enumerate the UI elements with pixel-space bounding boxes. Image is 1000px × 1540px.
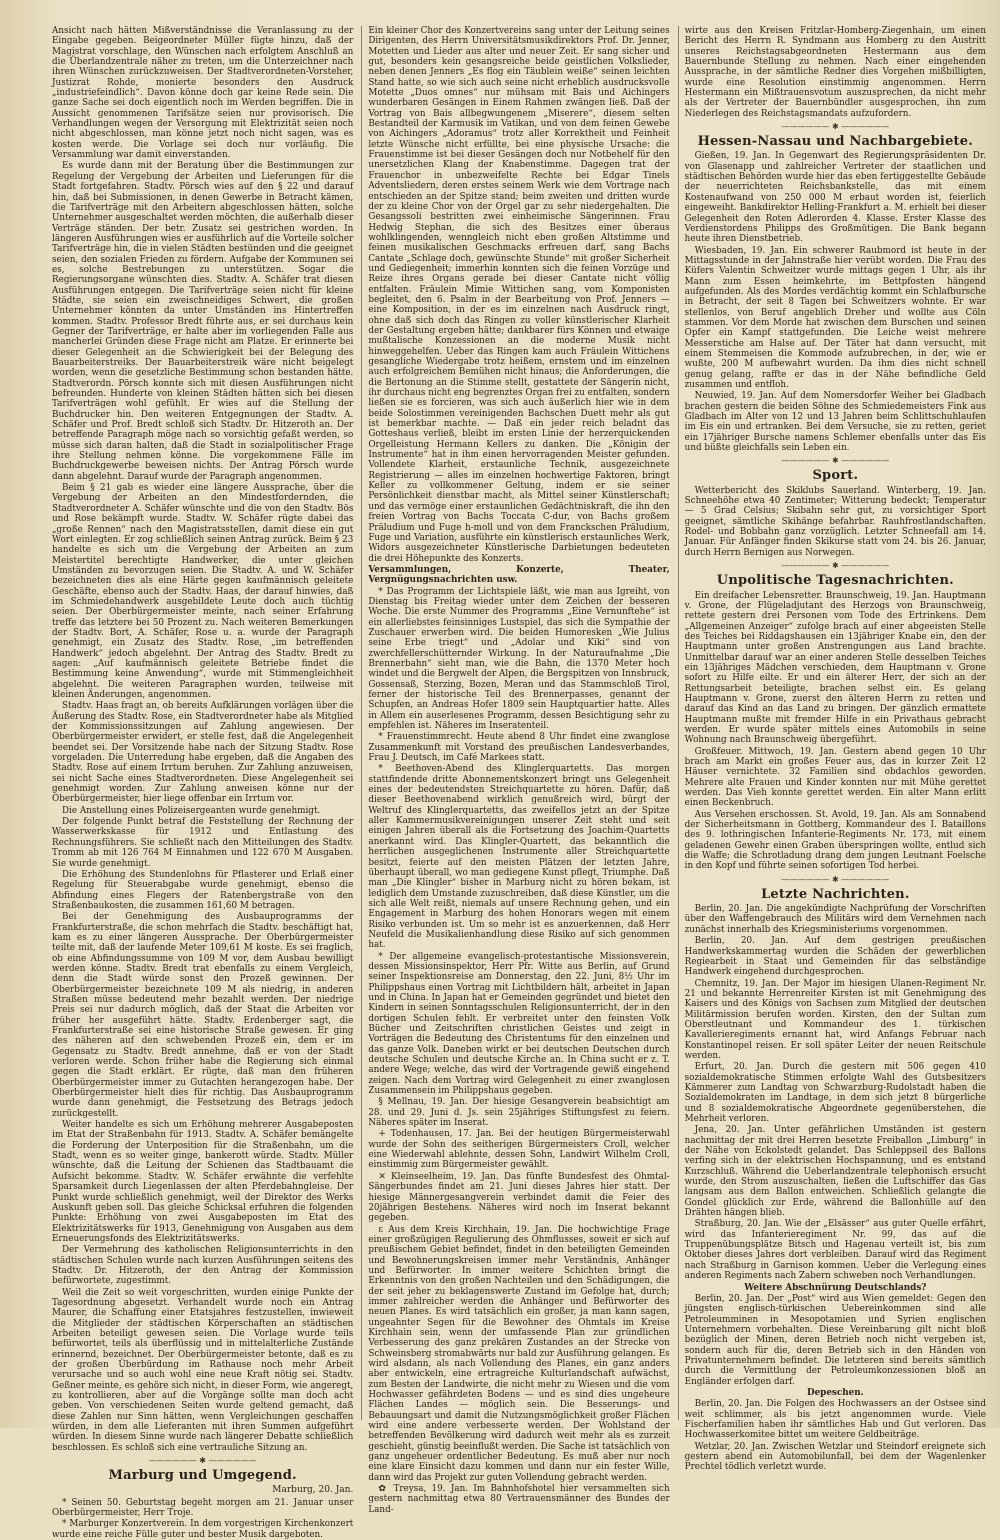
article-text: Der folgende Punkt betraf die Feststellung der Rechnung der Wasserwerkskasse für 1912 und Entlastung des Rechnungsführers. Sie schließt nach den Mitteilungen des Stadtv. Tromm ab mit 126 764 M Einnahmen und 122 670 M Ausgaben. Sie wurde genehmigt. [52,817,354,869]
article-text: Chemnitz, 19. Jan. Der Major im hiesigen Ulanen-Regiment Nr. 21 und bekannte Herrenreiter Kirsten ist mit Genehmigung des Kaisers und des Königs von Sachsen zum Mitglied der deutschen Militärmission berufen worden. Kirsten, den der Sultan zum Oberstleutnant und Kommandeur des 1. türkischen Kavallerieregiments ernannt hat, wird Anfangs Februar nach Konstantinopel reisen. Er soll später Leiter der neuen Reitschule werden. [684,978,986,1061]
section-heading: Sport. [812,468,859,484]
article-text: ε Aus dem Kreis Kirchhain, 19. Jan. Die hochwichtige Frage einer großzügigen Regulierung des Ohmflusses, soweit er sich auf preußischem Gebiet befindet, findet in den beteiligten Gemeinden und Bewohnerungskreisen immer mehr Verständnis, Anhänger und Befürworter. In immer weitere Schichten bringt die Erkenntnis von den großen Nachteilen und den Schädigungen, die der seit jeher zu beklagenswerte Zustand im Gefolge hat, durch; immer zahlreicher werden die Anhänger und Befürworter des neuen Planes. Es wird tatsächlich ein großer, ja man kann sagen, ungeahnter Segen für die Bewohner des Ohmtals im Kreise Kirchhain sein, wenn der umfassende Plan zur gründlichen Verbesserung des ganz prekären Zustandes an der Strecke von Schweinsberg stromabwärts nur bald zur Ausführung gelangen. Es wird alsdann, als nach Vollendung des Planes, ein ganz anders aber entwickeln, eine ertragreiche Kulturlandschaft aufwächst, zum Besten der Landwirte, die nicht mehr zu Wiesen und die vom Hochwasser gefährdeten Bodens — und es sind dies ungeheure Flächen Landes — möglich sein. Die Besserungs- und Bebauungsart und damit die Nutzungsmöglichkeit großer Flächen wird eine andere verbesserte werden. Der Wohlstand der betreffenden Bevölkerung wird dadurch weit mehr als es zurzeit geschieht, günstig beeinflußt werden. Die Sache ist tatsächlich von ganz ungeheuer ordentlicher Bedeutung. Es muß aber nur noch eine klare Einsicht dazu kommen und dann nur ein fester Wille, dann wird das Projekt zur guten Vollendung gebracht werden. [368,1224,670,1483]
article-text: + Todenhausen, 17. Jan. Bei der heutigen Bürgermeisterwahl wurde der Sohn des seitherigen Bürgermeisters Croll, welcher eine Wiederwahl ablehnte, dessen Sohn, Landwirt Wilhelm Croll, einstimmig zum Bürgermeister gewählt. [368,1129,670,1171]
article-text: § Mellnau, 19. Jan. Der hiesige Gesangverein beabsichtigt am 28. und 29. Juni d. Js. sein 25jähriges Stiftungsfest zu feiern. Näheres später im Inserat. [368,1097,670,1129]
article-text: Weiter handelte es sich um Erhöhung mehrerer Ausgabeposten im Etat der Straßenbahn für 1913. Stadtv. A. Schäfer bemängelte die Forderung der Unterposition für die Straßenbahn, um die Stadt, wenn es so weiter ginge, bankerott würde. Stadtv. Müller wünschte, daß die Leitung der Schienen das Stadtbauamt die Aufsicht bekomme. Stadtv. W. Schäfer erwähnte die verfehlte Sparsamkeit durch Liegenlassen der alten Pferdebahngleise. Der Punkt wurde schließlich genehmigt, weil der Direktor des Werks Auskunft geben soll. Das gleiche Schicksal erfuhren die folgenden Punkte: Erhöhung von zwei Ausgabeposten im Etat des Elektrizitätswerks für 1913, Genehmigung von Ausgaben aus dem Erneuerungsfonds des Elektrizitätswerks. [52,1120,354,1244]
article-text: Wetterbericht des Skiklubs Sauerland. Winterberg, 19. Jan. Schneehöhe etwa 40 Zentimeter; Witterung bedeckt; Temperatur — 5 Grad Celsius; Skibahn sehr gut, zu vorsichtiger Sport geeignet, sämtliche Skihänge befahrbar. Rauhfrostlandschaften. Rodel- und Bobbahn ganz vorzüglich. Letzter Schneefall am 14. Januar. Für Anfänger finden Skikurse statt vom 24. bis 26. Januar, durch Herrn Bernigen aus Norwegen. [684,485,986,558]
article-text: Die Erhöhung des Stundenlohns für Pflasterer und Erlaß einer Regelung für Steuerabgabe wurde genehmigt, ebenso die Abfindung eines Flegers der Ratenbergstraße von den Straßenbaukosten, die zusammen 161,60 M betragen. [52,869,354,911]
article-text: * Seinen 50. Geburtstag begeht morgen am 21. Januar unser Oberbürgermeister, Herr Troje. [52,1497,354,1519]
article-text: Berlin, 20. Jan. Der „Post“ wird aus Wien gemeldet: Gegen den jüngsten englisch-türkischen Uebereinkommen sind alle Petroleumminen in Mesopotamien und Syrien englischen Unternehmern vorbehalten. Diese Vereinbarung gilt nicht bloß bezüglich der Minen, deren Betrieb noch nicht vergeben ist, sondern auch für die, deren Betrieb sich in den Händen von Privatunternehmern befindet. Die letzteren sind bereits sämtlich durch die Vermittlung der Petroleumkonzessionen bloß an Engländer erfolgen darf. [684,1293,986,1387]
article-text: Beim § 21 gab es wieder eine längere Aussprache, über die Vergebung der Arbeiten an den Mindestfordernden, die Stadtverordneter A. Schäfer wünschte und die von den Stadtv. Bös und Rose bekämpft wurde. Stadtv. W. Schäfer rügte dabei das „große Rennen“ nach den Magistratsstellen, damit diese ein gut Wort einlegten. Er zog schließlich seinen Antrag zurück. Beim § 23 handelte es sich um die Vergebung der Arbeiten an zum Meistertitel berechtigte Handwerker, die unter gleichen Umständen zu bevorzugen seien. Die Stadtv. A. und W. Schäfer bezeichneten dies als eine Härte gegen kaufmännisch geleitete Geschäfte, ebenso auch der Stadtv. Haas, der darauf hinwies, daß im Schmiedehandwerk ausgebildete Leute doch auch tüchtig seien. Der Oberbürgermeister meinte, nach seiner Erfahrung treffe das letztere bei 50 Prozent zu. Nach weiteren Bemerkungen der Stadtv. Bort, A. Schäfer, Rose u. a. wurde der Paragraph genehmigt, ein Zusatz des Stadtv. Rose, „im betreffenden Handwerk“ jedoch abgelehnt. Der Antrag des Stadtv. Bredt zu sagen: „Auf kaufmännisch geleitete Betriebe findet die Bestimmung keine Anwendung“, wurde mit Stimmengleichheit abgelehnt. Die weiteren Paragraphen wurden, teilweise mit kleinen Änderungen, angenommen. [52,483,354,700]
section-heading: Letzte Nachrichten. [761,886,910,902]
section-divider: —————— ✱ —————— [781,456,890,466]
column-2 [361,26,670,1515]
dateline: Marburg, 20. Jan. [272,1485,354,1496]
article-text: Ansicht nach hätten Mißverständnisse die Veranlassung zu der Eingabe gegeben. Beigeordneter Müller fügte hinzu, daß der Magistrat vorschlage, den Wünschen nach erfolgtem Anschluß an die Überlandzentrale näher zu treten, um die Unterzeichner nach ihren Wünschen zurückzuweisen. Der Stadtverordneten-Vorsteher, Justizrat Rohde, monierte besonders den Ausdruck „industriefeindlich“. Davon könne doch gar keine Rede sein. Die ganze Sache sei doch eigentlich noch im Werden begriffen. Die in Aussicht genommenen Tarifsätze seien nur provisorisch. Die Verhandlungen wegen der Versorgung mit Elektrizität seien noch nicht abgeschlossen, man könne jetzt noch nicht sagen, was es kosten werde. Die Vorlage sei doch nur vorläufig. Die Versammlung war damit einverstanden. [52,26,354,161]
section-subheading: Weitere Abschnürung Deutschlands? [744,1282,927,1293]
article-text: Ein dreifacher Lebensretter. Braunschweig, 19. Jan. Hauptmann v. Grone, der Flügeladjutant des Herzogs von Braunschweig, rettete gestern drei Personen vom Tode des Ertrinkens. Dem „Allgemeinen Anzeiger“ zufolge brach auf einer abgeeisten Stelle des Teiches bei Riddagshausen ein 13jähriger Knabe ein, den der Hauptmann unter großen Anstrengungen aus Land brachte. Unmittelbar darauf war an einer anderen Stelle desselben Teiches ein 13jähriges Mädchen verschieden, dem Hauptmann v. Grone sofort zu Hilfe eilte. Er und ein älterer Herr, der sich an der Rettungsarbeit beteiligte, brachen selbst ein. Es gelang Hauptmann v. Grone, zuerst den älteren Herrn zu retten und darauf das Kind an das Land zu bringen. Der gänzlich ermattete Hauptmann mußte mit fremder Hilfe in ein Privathaus gebracht werden. Er wurde später mittels eines Automobils in seine Wohnung nach Braunschweig übergeführt. [684,590,986,746]
article-text: Erfurt, 20. Jan. Durch die gestern mit 506 gegen 410 sozialdemokratische Stimmen erfolgte Wahl des Gutsbesitzers Kämmerer zum Landtag von Schwarzburg-Rudolstadt haben die Sozialdemokraten im Landtage, in dem sich jetzt 8 bürgerliche und 8 sozialdemokratische Abgeordnete gegenüberstehen, die Mehrheit verloren. [684,1062,986,1124]
section-heading: Marburg und Umgegend. [108,1468,297,1484]
article-text: * Der allgemeine evangelisch-protestantische Missionsverein, dessen Missionsinspektor, Herr Pfr. Witte aus Berlin, auf Grund seiner Inspektionsreise am Donnerstag, den 22. Juni, 8½ Uhr im Philippshaus einen Vortrag mit Lichtbildern hält, arbeitet in Japan und in China. In Japan hat er Gemeinden gegründet und bietet den Kindern in seinen Sonntagsschulen Religionsunterricht, der in den dortigen Schulen fehlt. Er verbreitet unter den feinsten Volk Bücher und Zeitschriften christlichen Geistes und zeigt in Vorträgen die Bedeutung des Christentums für den einzelnen und das ganze Volk. Daneben wirkt er bei deutschen Deutschen durch deutsche Schulen und deutsche Kirche an. In China sucht er z. T. andere Wege; welche, das wird der Vortragende gewiß eingehend zeigen. Nach dem Vortrag wird Gelegenheit zu einer zwanglosen Zusammensein im Philippshaus gegeben. [368,951,670,1097]
article-text: Jena, 20. Jan. Unter gefährlichen Umständen ist gestern nachmittag der mit drei Herren besetzte Freiballon „Limburg“ in der Nähe von Eckolstedt gelandet. Das Schleppseil des Ballons verfing sich in der elektrischen Hochspannung, und es entstand Kurzschluß. Während die Ueberlandzentrale telephonisch ersucht wurde, den Strom auszuschalten, ließen die Luftschiffer das Gas langsam aus dem Ballon entweichen. Schließlich gelangte die Gondel glücklich zur Erde, während die Ballonhülle auf den Drähten hängen blieb. [684,1125,986,1219]
article-text: * Marburger Konzertverein. In dem vorgestrigen Kirchenkonzert wurde eine reiche Fülle guter und bester Musik dargeboten. [52,1519,354,1540]
section-divider: —————— ✱ —————— [781,122,890,132]
article-text: Die Anstellung eines Polizeisergeanten wurde genehmigt. [62,805,321,816]
article-text: Es wurde dann mit der Beratung über die Bestimmungen zur Regelung der Vergebung der Arbeiten und Lieferungen für die Stadt fortgefahren. Stadtv. Pörsch wies auf den § 22 und darauf hin, daß bei Submissionen, in denen Gewerbe in Betracht kämen, die Tarifverträge mit den Arbeitern abgeschlossen hätten, solche Unternehmer ausgeschaltet werden möchten, die außerhalb dieser Verträge ständen. Der betr. Zusatz sei gestrichen worden. In längeren Ausführungen wies er ausführlich auf die Vorteile solcher Tarifverträge hin, die in vielen Städten bestünden und die geeignet seien, den sozialen Frieden zu fördern. Aufgabe der Kommunen sei es, solche Bestrebungen zu unterstützen. Sogar die Regierungsorgane wünschten dies. Stadtv. A. Schäfer trat diesen Ausführungen entgegen. Die Tarifverträge seien nicht für kleine Städte, sie seien ein zweischneidiges Schwert, die großen Unternehmer könnten da unter Umständen ins Hintertreffen kommen. Stadtv. Professor Bredt führte aus, er sei durchaus kein Gegner der Tarifverträge, er halte aber im vorliegenden Falle aus mancherlei Gründen diese Frage nicht am Platze. Er erinnerte bei dieser Gelegenheit an die Schwierigkeit bei der Belegung des Bauarbeiterstreiks. Der Bauarbeiterstreik wäre nicht beigelegt worden, wenn die gesetzliche Bestimmung schon bestanden hätte. Stadtverordn. Pörsch konnte sich mit diesen Ausführungen nicht befreunden. Hunderte von kleinen Städten hätten sich bei diesen Tarifverträgen wohl gefühlt. Er wies auf die Stellung der Buchdrucker hin. Den weiteren Entgegnungen der Stadtv. A. Schäfer und Prof. Bredt schloß sich Stadtv. Dr. Hitzeroth an. Der betreffende Paragraph möge nach so vorsichtig gefaßt werden, so müsse sich daran halten, daß die Stadt in sozialpolitischer Frage ihre Stellung nehmen könne. Die vorgekommene Fälle im Buchdruckgewerbe beweisen nichts. Der Antrag Pörsch wurde dann abgelehnt. Darauf wurde der Paragraph angenommen. [52,161,354,482]
article-text: Berlin, 20. Jan. Auf dem gestrigen preußischen Handwerkskammertag wurden die Schäden der gewerblichen Regiearbeit in Staat und Gemeinden für das selbständige Handwerk eingehend durchgesprochen. [684,936,986,978]
section-heading: Hessen-Nassau und Nachbargebiete. [697,134,973,150]
article-text: wirte aus den Kreisen Fritzlar-Homberg-Ziegenhain, um einen Bericht des Herrn R. Syndmann aus Homberg zu den Austritt unseres Reichstagsabgeordneten Hestermann aus dem Bauernbunde Stellung zu nehmen. Nach einer eingehenden Aussprache, in der sämtliche Redner dies Vorgehen mißbilligten, wurde eine Resolution einstimmig angenommen. Herrn Hestermann ein Mißtrauensvotum auszusprechen, da nicht mehr als der Vertreter der Bauernbündler ausgesprochen, ihn zum Niederlegen des Reichstagsmandats aufzufordern. [684,26,986,119]
section-subheading: Versammlungen, Konzerte, Theater, Vergnügungsnachrichten usw. [368,564,670,586]
article-text: Straßburg, 20. Jan. Wie der „Elsässer“ aus guter Quelle erfährt, wird das Infanterieregiment Nr. 99, das auf die Truppenübungsplätze Bitsch und Hagenau verteilt ist, bis zum Oktober dieses Jahres dort verbleiben. Darauf wird das Regiment nach Straßburg in Garnison kommen. Ueber die Verlegung eines anderen Regiments nach Zabern schweben noch Verhandlungen. [684,1219,986,1282]
article-text: Neuwied, 19. Jan. Auf dem Nomersdorfer Weiher bei Gladbach brachen gestern die beiden Söhne des Schmiedemeisters Fink aus Gladbach im Alter von 12 und 13 Jahren beim Schlittschuhlaufen im Eis ein und ertranken. Bei dem Versuche, sie zu retten, geriet ein 17jähriger Bursche namens Schlemer ebenfalls unter das Eis und büßte gleichfalls sein Leben ein. [684,391,986,454]
article-text: ✕ Kleinseelheim, 19. Jan. Das fünfte Bundesfest des Ohmtal-Sängerbundes findet am 21. Juni dieses Jahres hier statt. Der hiesige Männergesangverein verbindet damit die Feier des 20jährigen Bestehens. Näheres wird noch im Inserat bekannt gegeben. [368,1171,670,1224]
section-heading: Unpolitische Tagesnachrichten. [716,573,954,589]
section-divider: —————— ✱ —————— [148,1456,257,1466]
column-3 [678,26,986,1473]
article-text: ✿ Treysa, 19. Jan. Im Bahnhofshotel hier versammelten sich gestern nachmittag etwa 80 Vertrauensmänner des Bundes der Land- [368,1484,670,1515]
article-text: Aus Versehen erschossen. St. Avold, 19. Jan. Als am Sonnabend der Sicherheitsmann in Gottberg, Kommandeur des I. Bataillons des 9. lothringischen Infanterie-Regiments Nr. 173, mit einem geladenen Gewehr einen Graben überspringen wollte, entlud sich die Waffe; die Schrotladung drang dem jungen Leutnant Foelsche in den Kopf und führte seinen sofortigen Tod herbei. [684,809,986,872]
section-divider: —————— ✱ —————— [781,874,890,884]
article-text: * Beethoven-Abend des Klinglerquartetts. Das morgen stattfindende dritte Abonnementskonzert bringt uns Gelegenheit eines der bedeutendsten Streichquartette zu hören. Dafür, daß dieser Beethovenabend wirklich genußreich wird, bürgt der Weltruf des Klinglerquartetts, das zweifellos jetzt an der Spitze aller Kammermusikvereinigungen unserer Zeit steht und seit einigen Jahren überall als die Fortsetzung des Joachim-Quartetts anerkannt wird. Das Klingler-Quartett, das bekanntlich die herrlichen ausgeglichenen Instrumente aller Streichquartette besitzt, feierte auf den meisten Plätzen der letzten Jahre, überhaupt überall, wo man gediegene Kunst pflegt, Triumphe. Daß man „Die Klingler“ bisher in Marburg nicht zu hören bekam, ist lediglich dem Umstande zuzuschreiben, daß diese Künstler, um die sich alle Welt reißt, niemals auf unsere Rechnung gehen, und ein Engagement in Marburg des hohen Honorars wegen mit einem Risiko verbunden ist. Um so mehr ist es anzuerkennen, daß Herr Neufeld die Musikalienhandlung diese Risiko auf sich genommen hat. [368,764,670,951]
article-text: Großfeuer. Mittwoch, 19. Jan. Gestern abend gegen 10 Uhr brach am Markt ein großes Feuer aus, das in kurzer Zeit 12 Häuser vernichtete. 32 Familien sind obdachlos geworden. Mehrere alte Frauen und Kinder konnten nur mit Mühe gerettet werden. Das Vieh konnte gerettet werden. Ein alter Mann erlitt einen Beckenbruch. [684,746,986,809]
article-text: Gießen, 19. Jan. In Gegenwart des Regierungspräsidenten Dr. von Glasenapp und zahlreicher Vertreter der staatlichen und städtischen Behörden wurde hier das eben fertiggestellte Gebäude der neuerrichteten Reichsbankstelle, das mit einem Kostenaufwand von 250 000 M erbaut worden ist, feierlich eingeweiht. Bankdirektor Helling-Frankfurt a. M. erhielt bei dieser Gelegenheit den Roten Adlerorden 4. Klasse. Erster Klasse des Verdienstordens Philipps des Großmütigen. Die Bank begann heute ihren Dienstbetrieb. [684,151,986,245]
section-divider: —————— ✱ —————— [781,561,890,571]
article-text: Weil die Zeit so weit vorgeschritten, wurden einige Punkte der Tagesordnung abgesetzt. Verhandelt wurde noch ein Antrag Maurer, die Schaffung einer Etatsjahres festzustellen, inwieweit die Mitglieder der städtischen Körperschaften an städtischen Arbeiten beteiligt gewesen seien. Die Vorlage wurde teils befürwortet, teils als überflüssig und in mittelalterliche Zustände erinnernd, bezeichnet. Der Oberbürgermeister betonte, daß es zu der großen Überbürdung im Rathause noch mehr Arbeit verursache und so auch wohl eine neue Kraft nötig sei. Stadtv. Geßner meinte, es gehöre sich nicht, in dieser Form, wie angeregt, zu kontrollieren, aber auf die Vorgänge sollte man doch acht geben. Von verschiedenen Seiten wurde geltend gemacht, daß diese Zahlen nur Sinn hätten, wenn Vergleichungen geschaffen würden, in dem alle Lieferanten mit ihren Summen aufgeführt würden. In diesem Sinne wurde nach längerer Debatte schließlich beschlossen. Es schloß sich eine vertrauliche Sitzung an. [52,1287,354,1453]
section-subheading: Depeschen. [806,1387,864,1398]
article-text: Berlin, 20. Jan. Die Folgen des Hochwassers an der Ostsee sind weit schlimmer, als bis jetzt angenommen wurde. Viele Fischerfamilien haben ihr sämtliches Hab und Gut verloren. Das Hochwasserkomitee bittet um weitere Geldbeiträge. [684,1399,986,1441]
article-text: Ein kleiner Chor des Konzertvereins sang unter der Leitung seines Dirigenten, des Herrn Universitätsmusikdirektors Prof. Dr. Jenner, Motetten und Lieder aus alter und neuer Zeit. Er sang sicher und gut, besonders kein gesangsreiche beide geistlichen Volkslieder, neben denen Jenners „Es flog ein Täublein weiße“ seinen leichten Stand hatte, so wie sich auch seine nicht erheblich ausdrucksvolle Motette „Duos omnes“ nur mühsam mit Bais und Aichingers wunderbaren Gesängen in Einem Rahmen zwängen ließ. Daß der Vortrag von Bais allbegwungenem „Miserere“, diesem selten Bestandteil der Karmusik im Vatikan, und von dem feinen Gewebe von Aichingers „Adoramus“ trotz aller Korrektheit und Feinheit letzte Wünsche nicht erfüllte, bei eine physische Ursache: die Frauenstimme ist bei dieser Gesängen doch nur Notbehelf für den unersetzlichen Klang der Knabenstimme. Dagegen trat der Frauenchor in unbezweifelte Rechte bei Edgar Tinels Adventsliedern, deren erstes seinem Werk wie dem Vortrage nach entschieden an der Spitze stand; beim zweiten und dritten wurde der zu kleine Chor von der Orgel gar zu sehr niedergehalten. Die Gesangssoli bestritten zwei einheimische Sängerinnen. Frau Hedwig Stephan, die sich des Besitzes einer überaus wohlklingenden, wenngleich nicht eben großen Altstimme und feinen musikalischen Geschmacks erfreuen darf, sang Bachs Cantate „Schlage doch, gewünschte Stunde“ mit großer Sicherheit und Gediegenheit; immerhin konnten sich die feinen Vorzüge und Reize ihres Organs gerade bei dieser Cantate nicht völlig entfalten. Fräulein Mimie Wittichen sang, vom Komponisten begleitet, den 6. Psalm in der Bearbeitung von Prof. Jenners — eine Komposition, in der es im einzelnen nach Ausdruck ringt, ohne daß sich doch das Ringen zu voller künstlerischer Klarheit der Gestaltung ergeben hätte; dankbarer fürs Können und etwaige mußtalische Konzessionen an die moderne Musik nicht hinweggehelfen. Ueber das Ringen kam auch Fräulein Wittichens gesangliche Wiedergabe trotz heißem, ernstem und im einzelnen auch erfolgreichem Bemühen nicht hinaus; die Anforderungen, die die Bertonung an die Stimme stellt, gestattete der Sängerin nicht, ihr durchaus nicht eng begrenztes Organ frei zu entfalten, sondern ließen sie es forcieren, was sich auch äußerlich hier wie in dem beide Solostimmen vereinigenden Bachschen Duett mehr als gut ist bemerkbar machte. — Daß ein jeder reich beladnt das Gotteshaus verließ, bleibt im ersten Linie der herzerquickenden Orgelleistung Hermann Kellers zu danken. Die „Königin der Instrumente“ hat in ihm einen hervorragenden Meister gefunden. Vollendete Klarheit, erstaunliche Technik, ausgezeichnete Registrierung — alles im einzelnen hochwertige Faktoren, bringt Keller zu vollkommener Geltung, indem er sie seiner Persönlichkeit dienstbar macht, als Mittel seiner Künstlerschaft; und das vermöge einer erstaunlichen Gedächtniskraft, die ihn den freien Vortrag von Bachs Toccata C-dur, von Bachs großem Präludium und Fuge h-moll und von dem Franckschen Präludium, Fuge und Variation, ausführte ein künstlerisch erstaunliches Werk, Widors ausgezeichneter Künstlerische Darbietungen bedeuteten die drei Höhepunkte des Konzerts. [368,26,670,564]
article-text: Stadtv. Haas fragt an, ob bereits Aufklärungen vorlägen über die Äußerung des Stadtv. Rose, ein Stadtverordneter habe als Mitglied der Kommissionssitzungen auf Zahlung angewiesen. Der Oberbürgermeister erwidert, er stelle fest, daß die Angelegenheit beendet sei. Der Vorsitzende habe nach der Sitzung Stadtv. Rose vorgeladen. Die Unterredung habe ergeben, daß die Angaben des Stadtv. Rose auf einem Irrtum beruhen. Zur Zahlung anzuweisen, sei nicht Sache eines Stadtverordneten. Diese Angelegenheit sei genehmigt worden. Zur Zahlung anweisen könne nur der Oberbürgermeister, hier liege offenbar ein Irrtum vor. [52,701,354,805]
article-text: Wiesbaden, 19. Jan. Ein schwerer Raubmord ist heute in der Mittagsstunde in der Jahnstraße hier verübt worden. Die Frau des Küfers Valentin Schweitzer wurde mittags gegen 1 Uhr, als ihr Mann zum Essen heimkehrte, im Bettpfosten hängend aufgefunden. Als des Mordes verdächtig kommt ein Schlafbursche in Betracht, der seit 8 Tagen bei Schweitzers wohnte. Er war stellenlos, von Beruf angeblich Dreher und wollte aus Cöln stammen. Vor dem Morde hat zwischen dem Burschen und seinen Opfer ein Kampf stattgefunden. Die Leiche weist mehrere Messerstiche am Halse auf. Der Täter hat dann versucht, mit einem Stemmeisen die Kommode aufzubrechen, in der, wie er wußte, 200 M aufbewahrt wurden. Da ihm dies nicht schnell genug gelang, raffte er das in der Nähe befindliche Geld zusammen und entfloh. [684,245,986,390]
column-1 [52,26,354,1540]
article-text: Der Vermehrung des katholischen Religionsunterrichts in den städtischen Schulen wurde nach kurzen Ausführungen seitens des Stadtv. Dr. Hitzeroth, der den Antrag der Kommission befürwortete, zugestimmt. [52,1245,354,1287]
article-text: * Das Programm der Lichtspiele läßt, wie man aus Igreiht, von Dienstag bis Freitag wieder unter dem Zeichen der besseren Woche. Die erste Nummer des Programms „Eine Vernunftehe“ ist ein allerliebstes feinsinniges Lustspiel, das sich die Sympathie der Zuschauer erwerben wird. Die beiden Humoresken „Wie Julius seine Erbe triegt“ und „Adolar und Kiki“ sind von zwerchfellerschütternder Wirkung. In der Naturaufnahme „Die Brennerbahn“ sieht man, wie die Bahn, die 1370 Meter hoch windet und die Bergwelt der Alpen, die Bergspitzen von Innsbruck, Gossensaß, Sterzing, Bozen, Meran und das Stammschloß Tirol, ferner der historische Teil des Brennerpasses, genannt der Schupfen, an Andreas Hofer 1809 sein Hauptquartier hatte. Alles in Allem ein auserlesenes Programm, dessen Besichtigung sehr zu empfehlen ist. Näheres im Inseratenteil. [368,586,670,732]
article-text: Berlin, 20. Jan. Die angekündigte Nachprüfung der Vorschriften über den Waffengebrauch des Militärs wird dem Vernehmen nach zunächst innerhalb des Kriegsministeriums vorgenommen. [684,904,986,935]
article-text: Bei der Genehmigung des Ausbauprogramms der Frankfurterstraße, die schon mehrfach die Stadtv. beschäftigt hat, kam es zu einer längeren Aussprache. Der Oberbürgermeister teilte mit, daß der laufende Meter 109,61 M koste. Es sei fraglich, ob eine Abfindungssumme von 109 M vor, dem Ausbau bewilligt werden könne. Stadtv. Bredt trat ebenfalls zu einem Vergleich, denn die Stadt würde sonst den Prozeß gewinnen. Der Oberbürgermeister bezeichnete 109 M als niedrig, in anderen Straßen müsse bedeutend mehr bezahlt werden. Der niedrige Preis sei nur dadurch möglich, daß der Staat die Arbeiten vor früher her ausgeführt hätte. Stadtv. Erdenberger sagt, die Frankfurterstraße sei eine historische Straße gewesen. Er ging des näheren auf den schwebenden Prozeß ein, dem er im Gegensatz zu Stadtv. Bredt annehme, daß er von der Stadt verloren werde. Schon früher habe die Regierung sich einmal gegen die Stadt erklärt. Er rügte, daß man den früheren Oberbürgermeister immer zu Gutachten herangezogen habe. Der Oberbürgermeister hielt dies für richtig. Das Ausbauprogramm wurde dann genehmigt, die Festsetzung des Betrags jedoch zurückgestellt. [52,912,354,1119]
article-text: Wetzlar, 20. Jan. Zwischen Wetzlar und Steindorf ereignete sich gestern abend ein Automobilunfall, bei dem der Wagenlenker Prechtel tödlich verletzt wurde. [684,1441,986,1473]
article-text: * Frauenstimmrecht. Heute abend 8 Uhr findet eine zwanglose Zusammenkunft mit Vorstand des preußischen Landesverbandes, Frau J. Deutsch, im Café Markees statt. [368,732,670,764]
